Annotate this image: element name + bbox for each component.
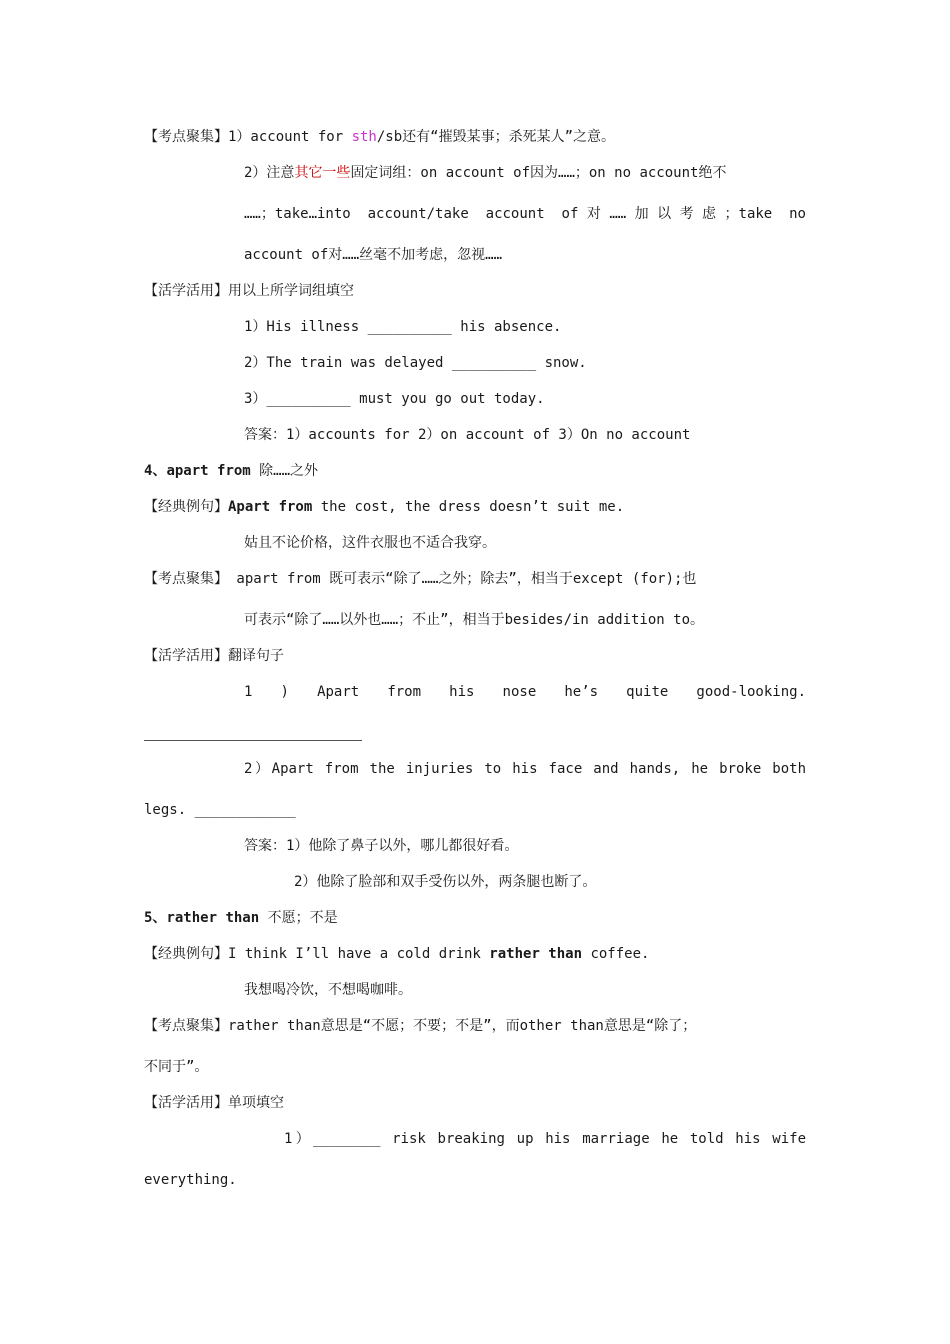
exercise-question-3: 3）__________ must you go out today.	[244, 391, 545, 407]
kaodian-line-1: 【考点聚集】 apart from 既可表示“除了……之外；除去”，相当于except (for);也	[144, 571, 697, 587]
kaodian-line-4: account of对……丝毫不加考虑，忽视……	[244, 247, 503, 263]
jingdian-translation: 姑且不论价格，这件衣服也不适合我穿。	[244, 535, 496, 551]
kaodian-line-1: 【考点聚集】rather than意思是“不愿；不要；不是”，而other than意思是“除了；	[144, 1018, 697, 1034]
translate-question-2-cont: legs. ____________	[144, 802, 296, 818]
kaodian-label: 【考点聚集】	[144, 129, 228, 145]
kaodian-label: 【考点聚集】	[144, 571, 228, 587]
kaodian-line-3: ……；take…into account/take account of对……加以考虑；take no	[244, 206, 806, 222]
choice-question-1-cont: everything.	[144, 1172, 237, 1188]
answer-line-2: 2）他除了脸部和双手受伤以外，两条腿也断了。	[294, 874, 597, 890]
huoxue-header: 【活学活用】翻译句子	[144, 648, 284, 664]
kaodian-line-2: 2）注意其它一些固定词组：on account of因为……；on no account绝不	[244, 165, 727, 181]
translate-question-1: 1 ) Apart from his nose he’s quite good-looking.	[244, 684, 806, 700]
jingdian-label: 【经典例句】	[144, 946, 228, 962]
answer-line: 答案：1）accounts for 2）on account of 3）On no account	[244, 427, 691, 443]
huoxue-label: 【活学活用】	[144, 1095, 228, 1111]
choice-question-1: 1）________ risk breaking up his marriage he told his wife	[284, 1131, 806, 1147]
exercise-question-2: 2）The train was delayed __________ snow.	[244, 355, 587, 371]
translate-question-2: 2）Apart from the injuries to his face and hands, he broke both	[244, 761, 806, 777]
section-5-heading: 5、rather than 不愿；不是	[144, 910, 338, 926]
section-4-heading: 4、apart from 除……之外	[144, 463, 319, 479]
heading-phrase: apart from	[166, 463, 251, 479]
answer-blank-line	[144, 740, 362, 741]
kaodian-line-2: 不同于”。	[144, 1059, 209, 1075]
highlight-sth: sth	[351, 129, 377, 145]
kaodian-line-1: 【考点聚集】1）account for sth/sb还有“摧毁某事；杀死某人”之意。	[144, 129, 616, 145]
kaodian-line-2: 可表示“除了……以外也……；不止”，相当于besides/in addition to。	[244, 612, 705, 628]
jingdian-translation: 我想喝冷饮，不想喝咖啡。	[244, 982, 412, 998]
huoxue-label: 【活学活用】	[144, 648, 228, 664]
exercise-question-1: 1）His illness __________ his absence.	[244, 319, 562, 335]
jingdian-line: 【经典例句】I think I’ll have a cold drink rather than coffee.	[144, 946, 650, 962]
highlight-red-text: 其它一些	[294, 165, 351, 181]
jingdian-label: 【经典例句】	[144, 499, 228, 515]
huoxue-header: 【活学活用】用以上所学词组填空	[144, 283, 354, 299]
huoxue-header: 【活学活用】单项填空	[144, 1095, 284, 1111]
jingdian-line: 【经典例句】Apart from the cost, the dress doesn’t suit me.	[144, 499, 625, 515]
answer-line-1: 答案：1）他除了鼻子以外，哪儿都很好看。	[244, 838, 519, 854]
huoxue-label: 【活学活用】	[144, 283, 228, 299]
heading-phrase: rather than	[166, 910, 260, 926]
kaodian-label: 【考点聚集】	[144, 1018, 228, 1034]
